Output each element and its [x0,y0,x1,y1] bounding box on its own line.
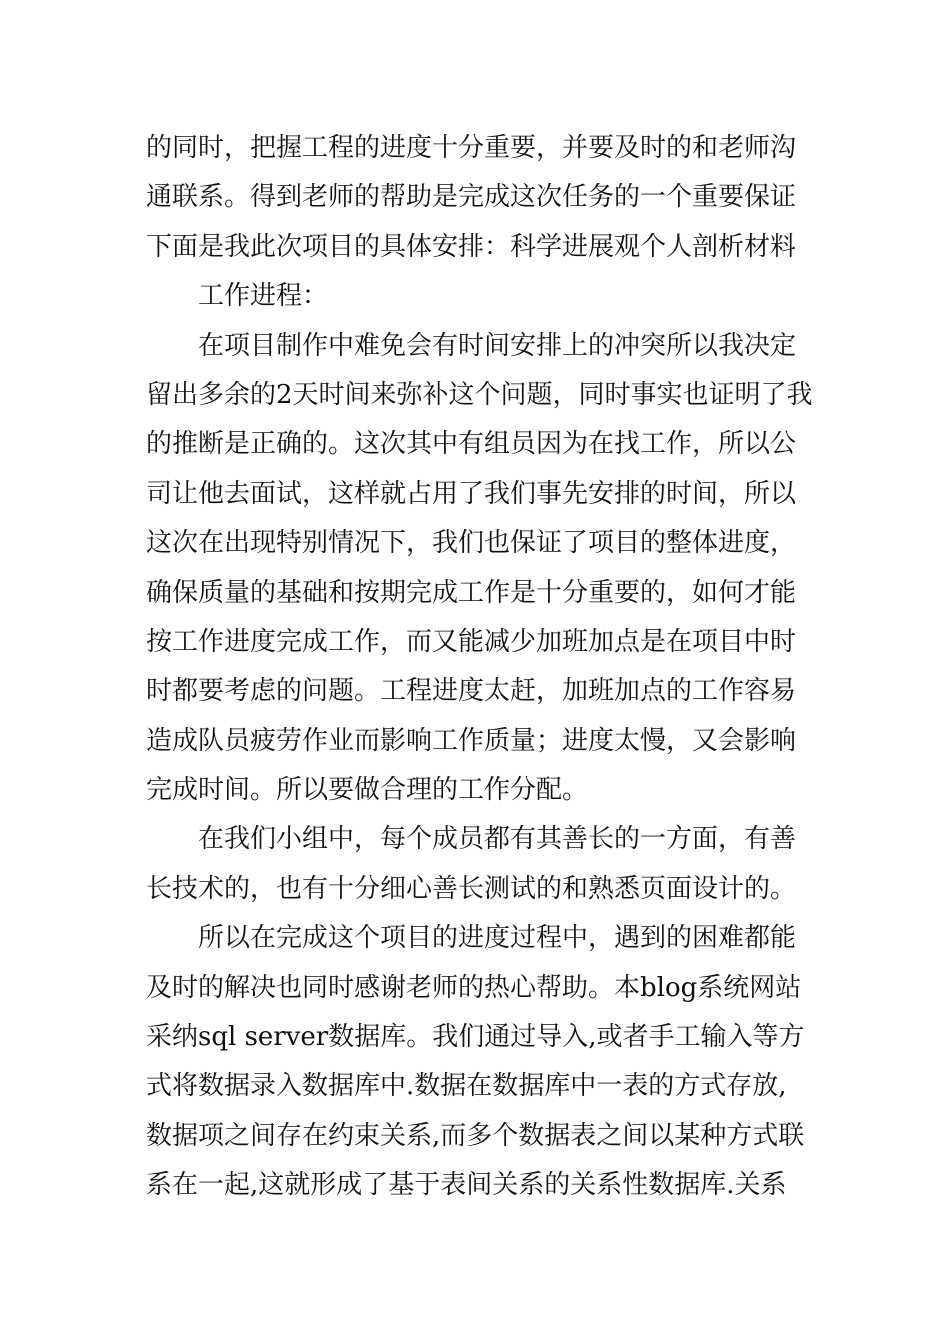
text-line: 的推断是正确的。这次其中有组员因为在找工作，所以公 [146,429,797,460]
text-line: 采纳sql server数据库。我们通过导入,或者手工输入等方 [146,1022,805,1053]
text-line: 式将数据录入数据库中.数据在数据库中一表的方式存放, [146,1071,787,1102]
text-line: 确保质量的基础和按期完成工作是十分重要的，如何才能 [146,577,797,608]
text-line: 长技术的，也有十分细心善长测试的和熟悉页面设计的。 [146,873,797,904]
text-line: 时都要考虑的问题。工程进度太赶，加班加点的工作容易 [146,676,797,707]
text-line: 司让他去面试，这样就占用了我们事先安排的时间，所以 [146,478,797,509]
text-line: 造成队员疲劳作业而影响工作质量；进度太慢，又会影响 [146,725,797,756]
text-line: 及时的解决也同时感谢老师的热心帮助。本blog系统网站 [146,972,802,1003]
text-line: 在我们小组中，每个成员都有其善长的一方面，有善 [198,824,797,855]
text-line: 留出多余的2天时间来弥补这个问题，同时事实也证明了我 [146,379,813,410]
document-body [146,124,818,1211]
text-line: 按工作进度完成工作，而又能减少加班加点是在项目中时 [146,626,797,657]
text-line: 所以在完成这个项目的进度过程中，遇到的困难都能 [198,923,797,954]
text-line: 的同时，把握工程的进度十分重要，并要及时的和老师沟 [146,133,797,163]
section-heading: 工作进程： [198,281,329,312]
text-line: 在项目制作中难免会有时间安排上的冲突所以我决定 [198,330,797,361]
text-line: 通联系。得到老师的帮助是完成这次任务的一个重要保证 [146,182,797,213]
text-line: 下面是我此次项目的具体安排：科学进展观个人剖析材料 [146,231,797,262]
text-line: 完成时间。所以要做合理的工作分配。 [146,775,589,806]
text-line: 系在一起,这就形成了基于表间关系的关系性数据库.关系 [146,1170,787,1201]
text-line: 数据项之间存在约束关系,而多个数据表之间以某种方式联 [146,1120,805,1151]
text-line: 这次在出现特别情况下，我们也保证了项目的整体进度， [146,528,797,559]
